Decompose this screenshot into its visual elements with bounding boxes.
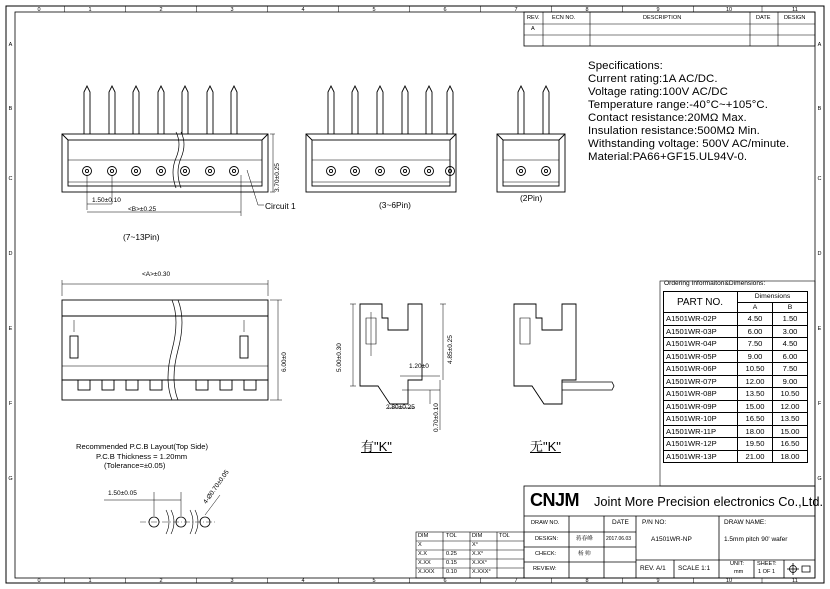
dimension-a-cell: 18.00: [738, 425, 773, 438]
dimension-b-cell: 6.00: [773, 350, 808, 363]
connector-pin: [377, 86, 383, 134]
front-view-3-6pin: [306, 86, 456, 192]
zone-column-label: 4: [301, 578, 305, 584]
dimension-a-cell: 16.50: [738, 413, 773, 426]
ordering-row: [664, 438, 808, 451]
part-number-cell: A1501WR-07P: [664, 375, 738, 388]
ordering-row: [664, 350, 808, 363]
dimension-a-cell: 13.50: [738, 388, 773, 401]
spec-line-contact: Contact resistance:20MΩ Max.: [588, 112, 747, 124]
part-number-cell: A1501WR-09P: [664, 400, 738, 413]
rev-a: A: [531, 26, 535, 32]
top-view: [62, 280, 282, 400]
dimension-a-cell: 21.00: [738, 450, 773, 463]
zone-column-label: 1: [88, 578, 92, 584]
pin-center: [329, 169, 332, 172]
housing-slot: [126, 380, 138, 390]
connector-pin: [231, 86, 237, 134]
dimension-b-cell: 16.50: [773, 438, 808, 451]
ordering-row: [664, 450, 808, 463]
connector-pin: [109, 86, 115, 134]
tolerance-cell: X°: [472, 542, 478, 548]
pcb-thickness: P.C.B Thickness = 1.20mm: [96, 452, 188, 461]
zone-row-label: A: [8, 42, 13, 48]
zone-row-label: D: [817, 251, 822, 257]
pcb-layout: [104, 492, 220, 534]
dimension-a-cell: 12.00: [738, 375, 773, 388]
check-label: CHECK:: [535, 551, 557, 557]
dimensions-header: Dimensions: [738, 292, 808, 303]
date-label: DATE: [612, 519, 629, 526]
pin-hole: [230, 167, 239, 176]
housing-slot: [102, 380, 114, 390]
part-number-cell: A1501WR-05P: [664, 350, 738, 363]
dimension-b-cell: 15.00: [773, 425, 808, 438]
part-number-cell: A1501WR-10P: [664, 413, 738, 426]
zone-column-label: 2: [159, 578, 163, 584]
zone-row-label: E: [8, 326, 13, 332]
zone-column-label: 10: [725, 578, 733, 584]
dimension-b-cell: 9.00: [773, 375, 808, 388]
pin-hole: [206, 167, 215, 176]
pcb-hole: 4-Ø0.70±0.05: [202, 468, 231, 506]
part-no-value: A1501WR-NP: [651, 536, 692, 543]
dimension-b-cell: 12.00: [773, 400, 808, 413]
dimension-b-cell: 7.50: [773, 363, 808, 376]
ordering-row: [664, 363, 808, 376]
ordering-row: [664, 325, 808, 338]
housing-slot: [244, 380, 256, 390]
pin-thickness-dimension: 0.70±0.10: [433, 403, 440, 432]
zone-column-label: 1: [88, 7, 92, 13]
tolerance-cell: X.X: [418, 551, 428, 557]
pin-center: [232, 169, 235, 172]
connector-pin: [182, 86, 188, 134]
part-number-cell: A1501WR-06P: [664, 363, 738, 376]
connector-pin: [426, 86, 432, 134]
ordering-row: [664, 425, 808, 438]
zone-column-label: 2: [159, 7, 163, 13]
pin-length-dimension: 2.80±0.25: [386, 404, 415, 411]
tolerance-cell: X.XX°: [472, 560, 487, 566]
part-number-cell: A1501WR-04P: [664, 338, 738, 351]
zone-row-label: G: [817, 476, 822, 482]
with-k-caption: 有"K": [361, 439, 392, 454]
dimension-a-cell: 10.50: [738, 363, 773, 376]
pin-center: [403, 169, 406, 172]
dimension-b-cell: 4.50: [773, 338, 808, 351]
connector-pin: [352, 86, 358, 134]
zone-column-label: 3: [230, 7, 234, 13]
part-number-cell: A1501WR-03P: [664, 325, 738, 338]
pin-center: [427, 169, 430, 172]
height-dimension: 3.70±0.25: [274, 163, 281, 192]
spec-line-temperature: Temperature range:-40°C~+105°C.: [588, 99, 769, 111]
connector-pin: [328, 86, 334, 134]
ordering-row: [664, 313, 808, 326]
zone-column-label: 9: [656, 7, 660, 13]
design-label: DESIGN:: [535, 536, 559, 542]
caption-7-13pin: (7~13Pin): [123, 232, 160, 242]
tolerance-header: TOL: [499, 533, 510, 539]
pin-hole: [376, 167, 385, 176]
zone-row-label: G: [8, 476, 13, 482]
tolerance-cell: X.XXX°: [472, 569, 491, 575]
ordering-row: [664, 413, 808, 426]
tolerance-cell: X: [418, 542, 422, 548]
zone-column-label: 6: [443, 7, 447, 13]
pin-hole: [83, 167, 92, 176]
draw-name-label: DRAW NAME:: [724, 519, 767, 526]
pitch-dimension: 1.50±0.10: [92, 197, 121, 204]
draw-name-value: 1.5mm pitch 90' wafer: [724, 536, 788, 543]
company-name: Joint More Precision electronics Co.,Ltd.: [594, 494, 824, 509]
pin-hole: [401, 167, 410, 176]
zone-row-label: B: [8, 106, 13, 112]
part-number-cell: A1501WR-08P: [664, 388, 738, 401]
zone-column-label: 8: [585, 7, 589, 13]
tolerance-cell: X.XXX: [418, 569, 435, 575]
zone-column-label: 11: [792, 7, 798, 13]
circuit-1-label: Circuit 1: [265, 201, 296, 211]
spec-line-material: Material:PA66+GF15.UL94V-0.: [588, 151, 748, 163]
zone-column-label: 8: [585, 578, 589, 584]
spec-line-current: Current rating:1A AC/DC.: [588, 73, 718, 85]
body-height-dimension: 6.00±0: [281, 352, 288, 372]
ordering-row: [664, 338, 808, 351]
connector-pin: [402, 86, 408, 134]
caption-3-6pin: (3~6Pin): [379, 200, 411, 210]
pin-height-dimension: 4.85±0.25: [447, 335, 454, 364]
zone-row-label: A: [817, 42, 822, 48]
sheet-value: 1 OF 1: [758, 569, 776, 575]
spec-title: Specifications:: [588, 60, 663, 72]
dimension-a-cell: 9.00: [738, 350, 773, 363]
housing-slot: [78, 380, 90, 390]
part-number-cell: A1501WR-02P: [664, 313, 738, 326]
pcb-tolerance: (Tolerance=±0.05): [104, 461, 166, 470]
dimension-a-cell: 4.50: [738, 313, 773, 326]
a-dimension: <A>±0.30: [142, 271, 171, 278]
tolerance-cell: 0.10: [446, 569, 457, 575]
pin-hole: [425, 167, 434, 176]
zone-column-label: 0: [37, 578, 41, 584]
zone-column-label: 10: [725, 7, 733, 13]
pcb-pitch: 1.50±0.05: [108, 490, 137, 497]
pin-center: [353, 169, 356, 172]
dimension-b-cell: 18.00: [773, 450, 808, 463]
side-view-without-k: [514, 304, 614, 404]
connector-pin: [518, 86, 524, 134]
pin-center: [378, 169, 381, 172]
connector-pin: [158, 86, 164, 134]
draw-no-label: DRAW NO.: [531, 520, 560, 526]
zone-column-label: 11: [792, 578, 798, 584]
part-number-cell: A1501WR-12P: [664, 438, 738, 451]
spec-line-voltage: Voltage rating:100V AC/DC: [588, 86, 728, 98]
pin-hole: [157, 167, 166, 176]
zone-row-label: C: [8, 176, 13, 182]
pin-center: [544, 169, 547, 172]
ordering-title: Ordering Informaiton&Dimensions:: [664, 280, 766, 287]
tolerance-header: DIM: [472, 533, 483, 539]
pn-label: P/N NO:: [642, 519, 667, 526]
tolerance-cell: X.XX: [418, 560, 431, 566]
b-dimension: <B>±0.25: [128, 206, 157, 213]
dimension-a-cell: 7.50: [738, 338, 773, 351]
dimension-b-cell: 13.50: [773, 413, 808, 426]
ordering-table: [663, 291, 808, 463]
without-k-caption: 无"K": [530, 439, 561, 454]
sheet-label: SHEET:: [757, 561, 777, 567]
rev-header: REV.: [527, 15, 540, 21]
pin-center: [85, 169, 88, 172]
zone-row-label: E: [817, 326, 822, 332]
spec-line-insulation: Insulation resistance:500MΩ Min.: [588, 125, 760, 137]
date-value: 2017.06.03: [606, 536, 632, 542]
housing-slot: [220, 380, 232, 390]
designer-name: 蒋春峰: [576, 536, 593, 542]
side-height-dimension: 5.00±0.30: [336, 343, 343, 372]
rev-value: REV. A/1: [640, 565, 666, 572]
pin-center: [183, 169, 186, 172]
unit-value: mm: [734, 569, 744, 575]
part-number-cell: A1501WR-11P: [664, 425, 738, 438]
pin-center: [159, 169, 162, 172]
date-header: DATE: [756, 15, 771, 21]
pin-hole: [327, 167, 336, 176]
tolerance-header: TOL: [446, 533, 457, 539]
zone-column-label: 5: [372, 7, 376, 13]
dimension-b-cell: 1.50: [773, 313, 808, 326]
pin-center: [134, 169, 137, 172]
unit-label: UNIT:: [730, 561, 744, 567]
column-a-header: A: [738, 302, 773, 313]
ordering-row: [664, 375, 808, 388]
zone-column-label: 4: [301, 7, 305, 13]
zone-column-label: 7: [514, 578, 518, 584]
tolerance-header: DIM: [418, 533, 429, 539]
tolerance-cell: X.X°: [472, 551, 484, 557]
zone-column-label: 6: [443, 578, 447, 584]
pin-hole: [181, 167, 190, 176]
pin-center: [110, 169, 113, 172]
checker-name: 杨 帅: [578, 551, 591, 557]
dimension-b-cell: 3.00: [773, 325, 808, 338]
tolerance-cell: 0.15: [446, 560, 457, 566]
housing-slot: [196, 380, 208, 390]
ordering-row: [664, 388, 808, 401]
dimension-a-cell: 19.50: [738, 438, 773, 451]
zone-row-label: F: [817, 401, 822, 407]
connector-pin: [207, 86, 213, 134]
pin-hole: [132, 167, 141, 176]
description-header: DESCRIPTION: [643, 15, 682, 21]
housing-slot: [150, 380, 162, 390]
dimension-a-cell: 15.00: [738, 400, 773, 413]
pin-hole: [542, 167, 551, 176]
pin-center: [519, 169, 522, 172]
scale-value: SCALE 1:1: [678, 565, 711, 572]
spec-line-withstanding: Withstanding voltage: 500V AC/minute.: [588, 138, 790, 150]
zone-column-label: 3: [230, 578, 234, 584]
connector-pin: [133, 86, 139, 134]
column-b-header: B: [773, 302, 808, 313]
connector-pin: [447, 86, 453, 134]
part-number-header: PART NO.: [664, 292, 738, 313]
review-label: REVIEW:: [533, 566, 557, 572]
dimension-a-cell: 6.00: [738, 325, 773, 338]
ordering-row: [664, 400, 808, 413]
zone-column-label: 0: [37, 7, 41, 13]
brand-logo: CNJM: [530, 490, 580, 510]
caption-2pin: (2Pin): [520, 193, 543, 203]
tolerance-cell: 0.25: [446, 551, 457, 557]
zone-column-label: 5: [372, 578, 376, 584]
pin-hole: [351, 167, 360, 176]
pin-hole: [108, 167, 117, 176]
ecn-header: ECN NO.: [552, 15, 576, 21]
dimension-b-cell: 10.50: [773, 388, 808, 401]
zone-row-label: D: [8, 251, 13, 257]
pin-offset-dimension: 1.20±0: [409, 363, 429, 370]
zone-column-label: 7: [514, 7, 518, 13]
front-view-2pin: [497, 86, 565, 192]
pcb-title: Recommended P.C.B Layout(Top Side): [76, 442, 208, 451]
part-number-cell: A1501WR-13P: [664, 450, 738, 463]
zone-row-label: C: [817, 176, 822, 182]
connector-pin: [543, 86, 549, 134]
design-header: DESIGN: [784, 15, 806, 21]
pin-center: [208, 169, 211, 172]
connector-pin: [84, 86, 90, 134]
zone-row-label: B: [817, 106, 822, 112]
pin-hole: [517, 167, 526, 176]
zone-row-label: F: [8, 401, 13, 407]
zone-column-label: 9: [656, 578, 660, 584]
